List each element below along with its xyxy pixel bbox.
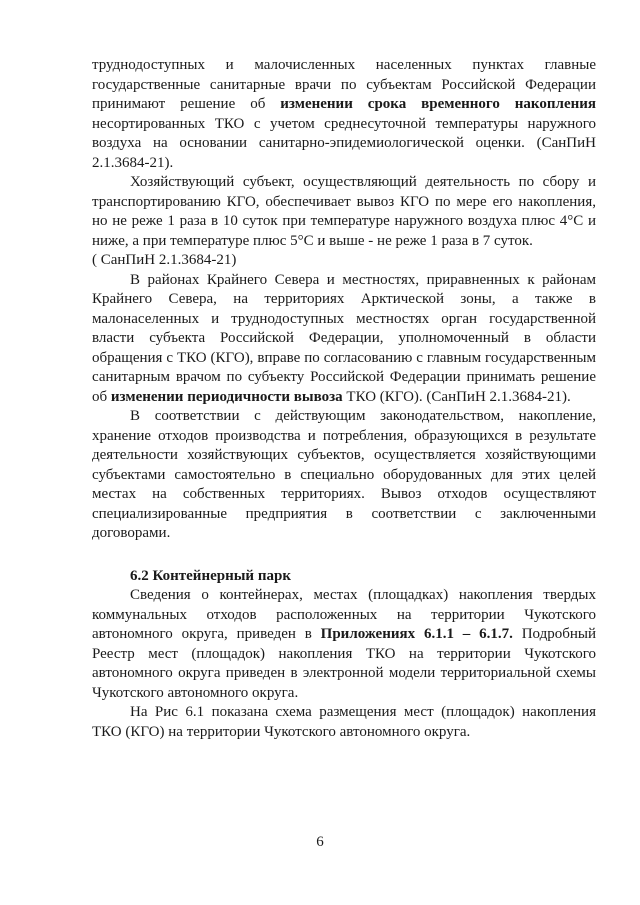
body-text xyxy=(92,56,596,742)
paragraph-text: ТКО (КГО). (СанПиН 2.1.3684-21). xyxy=(342,388,571,405)
bold-phrase: изменении периодичности вывоза xyxy=(110,388,343,405)
paragraph-text: труднодоступных и малочисленных населенных пунктах главные государственные санитарные врачи по субъектам Российской Федерации принимают решение об xyxy=(92,57,596,112)
paragraph-far-north xyxy=(92,271,596,408)
paragraph-containers xyxy=(92,586,596,703)
bold-phrase: изменении срока временного накопления xyxy=(280,96,596,112)
page-number: 6 xyxy=(316,834,324,850)
paragraph-text: Сведения о контейнерах, местах (площадках) накопления твердых коммунальных отходов расположенных на территории Чукотского автономного округа, приведен в xyxy=(92,587,596,642)
bold-phrase: Приложениях 6.1.1 – 6.1.7. xyxy=(320,626,513,642)
paragraph-figure-reference: На Рис 6.1 показана схема размещения мест (площадок) накопления ТКО (КГО) на территории Чукотского автономного округа. xyxy=(92,704,596,740)
section-heading: 6.2 Контейнерный парк xyxy=(130,567,291,584)
paragraph-legislation: В соответствии с действующим законодательством, накопление, хранение отходов производства и потребления, образующихся в результате деятельности хозяйствующих субъектов, осуществляется хозяйствующими субъектами самостоятельно в специально оборудованных для этих целей местах на собственных территориях. Вывоз отходов осуществляют специализированные предприятия в соответствии с заключенными договорами. xyxy=(92,408,596,541)
paragraph-kgo-removal: Хозяйствующий субъект, осуществляющий деятельность по сбору и транспортированию КГО, обеспечивает вывоз КГО по мере его накопления, но не реже 1 раза в 10 суток при температуре наружного воздуха плюс 4°С и ниже, а при температуре плюс 5°С и выше - не реже 1 раза в 7 суток. xyxy=(92,174,596,249)
paragraph-text: В районах Крайнего Севера и местностях, приравненных к районам Крайнего Севера, на территориях Арктической зоны, а также в малонаселенных и труднодоступных местностях орган государственной власти субъекта Российской Федерации, уполномоченный в области обращения с ТКО (КГО), вправе по согласованию с главным государственным санитарным врачом по субъекту Российской Федерации принимать решение об xyxy=(92,271,596,405)
paragraph-text: Подробный Реестр мест (площадок) накопления ТКО на территории Чукотского автономного округа приведен в электронной модели территориальной схемы Чукотского автономного округа. xyxy=(92,626,597,701)
paragraph-temporary-storage xyxy=(92,56,596,173)
paragraph-text: несортированных ТКО с учетом среднесуточной температуры наружного воздуха на основании санитарно-эпидемиологической оценки. (СанПиН 2.1.3684-21). xyxy=(92,115,596,171)
paragraph-reference: ( СанПиН 2.1.3684-21) xyxy=(92,252,237,268)
